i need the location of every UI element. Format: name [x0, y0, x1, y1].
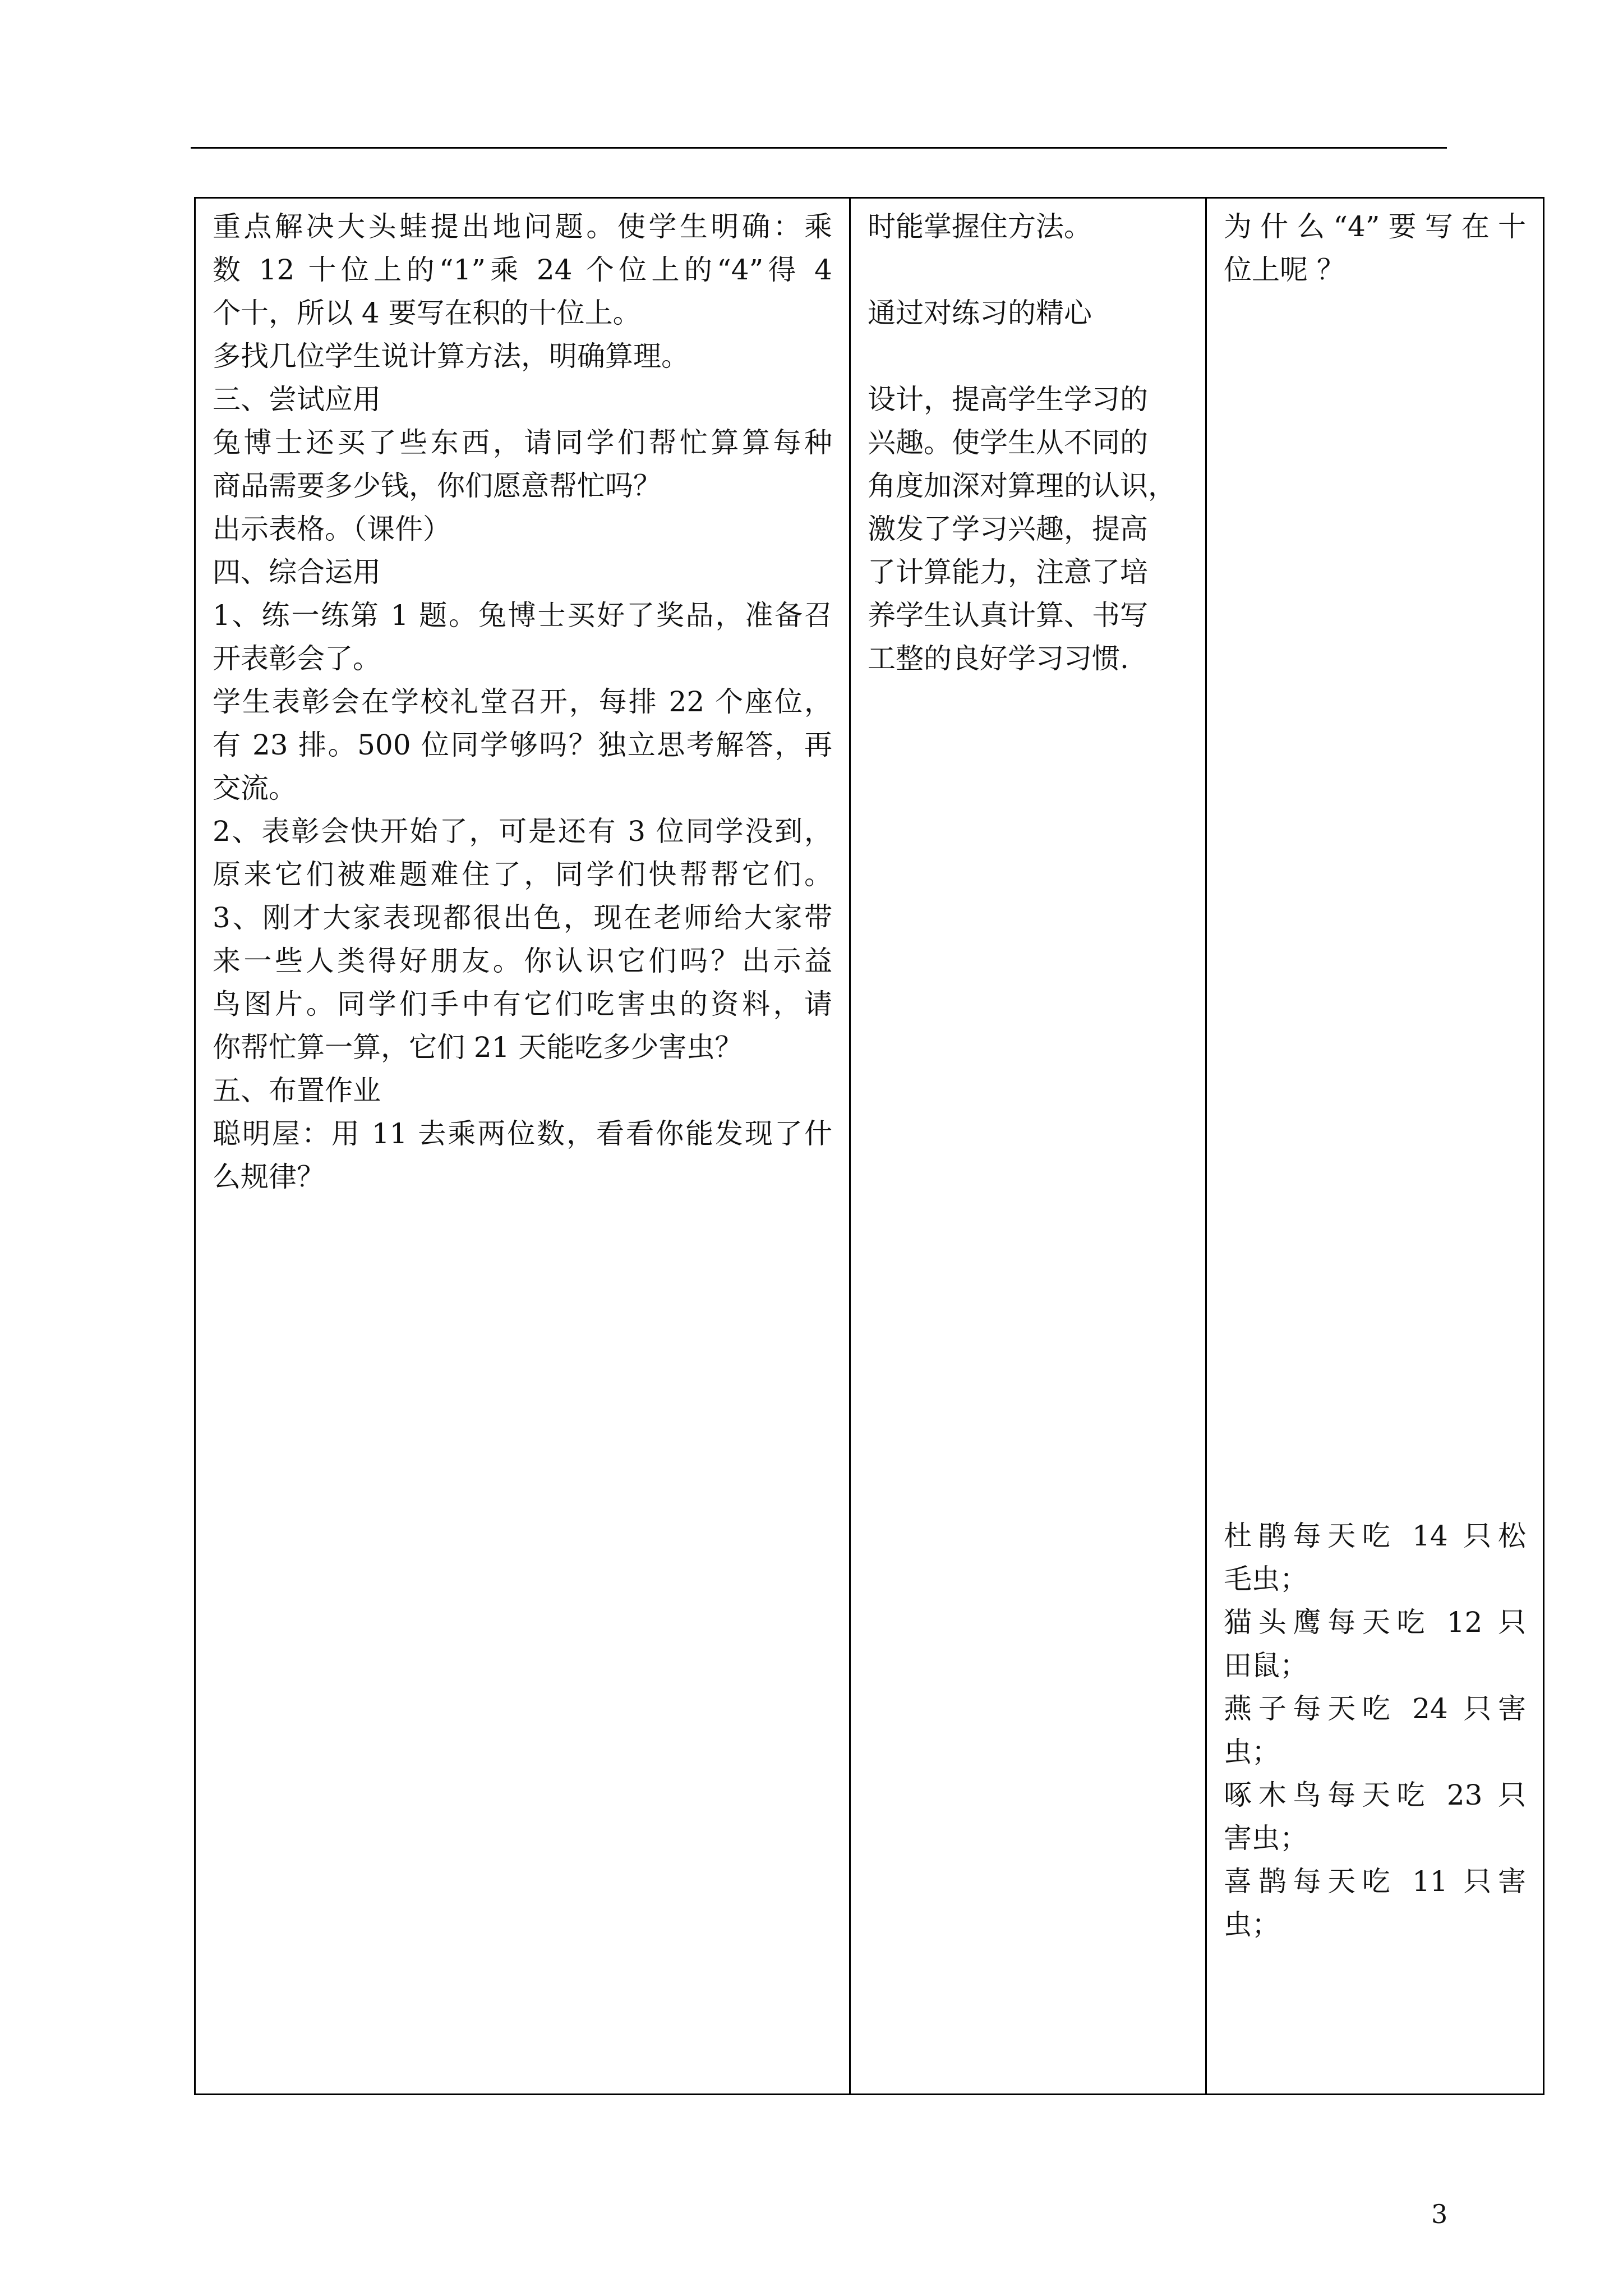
text-line: 开表彰会了。 — [213, 642, 381, 675]
text-line: 啄木鸟每天吃 23 只 — [1224, 1779, 1526, 1811]
text-line: 聪明屋：用 11 去乘两位数，看看你能发现了什 — [213, 1117, 832, 1150]
text-line: 燕子每天吃 24 只害 — [1224, 1692, 1526, 1725]
text-line: 通过对练习的精心 — [868, 297, 1092, 329]
text-line: 兔博士还买了些东西，请同学们帮忙算算每种 — [213, 426, 832, 459]
header-rule — [191, 147, 1447, 149]
text-line: 出示表格。（课件） — [213, 513, 451, 545]
notes-cell — [1206, 198, 1544, 2095]
text-line: 毛虫； — [1224, 1563, 1308, 1595]
blank-line — [868, 335, 1188, 378]
text-line: 么规律？ — [213, 1161, 325, 1193]
table-row — [195, 198, 1544, 2095]
text-line: 原来它们被难题难住了，同学们快帮帮它们。 — [213, 858, 832, 891]
text-line: 2、表彰会快开始了，可是还有 3 位同学没到， — [213, 815, 832, 848]
text-line: 猫头鹰每天吃 12 只 — [1224, 1606, 1526, 1639]
text-line: 田鼠； — [1224, 1649, 1308, 1682]
text-line: 杜鹃每天吃 14 只松 — [1224, 1520, 1526, 1552]
text-line: 交流。 — [213, 772, 297, 804]
text-line: 3、刚才大家表现都很出色，现在老师给大家带 — [213, 901, 832, 934]
text-line: 设计，提高学生学习的 — [868, 383, 1148, 416]
text-line: 害虫； — [1224, 1822, 1308, 1855]
section-heading: 五、布置作业 — [213, 1074, 381, 1107]
blank-line — [868, 249, 1188, 292]
text-line: 为什么“4”要写在十 — [1224, 210, 1526, 243]
section-heading: 三、尝试应用 — [213, 383, 381, 416]
text-line: 数 12 十位上的“1”乘 24 个位上的“4”得 4 — [213, 254, 832, 286]
text-line: 虫； — [1224, 1908, 1280, 1941]
text-line: 工整的良好学习习惯. — [868, 642, 1129, 675]
text-line: 重点解决大头蛙提出地问题。使学生明确：乘 — [213, 210, 832, 243]
text-line: 虫； — [1224, 1736, 1280, 1768]
lesson-plan-table — [194, 197, 1544, 2095]
design-intent-cell — [850, 198, 1206, 2095]
text-line: 了计算能力，注意了培 — [868, 556, 1148, 588]
text-line: 位上呢 ？ — [1224, 254, 1345, 286]
page-number: 3 — [1431, 2199, 1448, 2229]
text-line: 商品需要多少钱，你们愿意帮忙吗？ — [213, 470, 661, 502]
text-line: 有 23 排。500 位同学够吗？独立思考解答，再 — [213, 729, 832, 761]
section-heading: 四、综合运用 — [213, 556, 381, 588]
text-line: 喜鹊每天吃 11 只害 — [1224, 1865, 1526, 1898]
text-line: 兴趣。使学生从不同的 — [868, 426, 1148, 459]
text-line: 鸟图片。同学们手中有它们吃害虫的资料，请 — [213, 988, 832, 1020]
teaching-process-cell — [195, 198, 850, 2095]
text-line: 来一些人类得好朋友。你认识它们吗？出示益 — [213, 945, 832, 977]
text-line: 学生表彰会在学校礼堂召开，每排 22 个座位， — [213, 685, 832, 718]
text-line: 你帮忙算一算，它们 21 天能吃多少害虫？ — [213, 1031, 743, 1064]
text-line: 多找几位学生说计算方法，明确算理。 — [213, 340, 689, 372]
text-line: 养学生认真计算、书写 — [868, 599, 1148, 632]
text-line: 角度加深对算理的认识， — [868, 470, 1176, 502]
text-line: 1、练一练第 1 题。兔博士买好了奖品，准备召 — [213, 599, 832, 632]
blank-space — [1224, 292, 1526, 1515]
text-line: 时能掌握住方法。 — [868, 210, 1092, 243]
text-line: 个十，所以 4 要写在积的十位上。 — [213, 297, 641, 329]
text-line: 激发了学习兴趣，提高 — [868, 513, 1148, 545]
